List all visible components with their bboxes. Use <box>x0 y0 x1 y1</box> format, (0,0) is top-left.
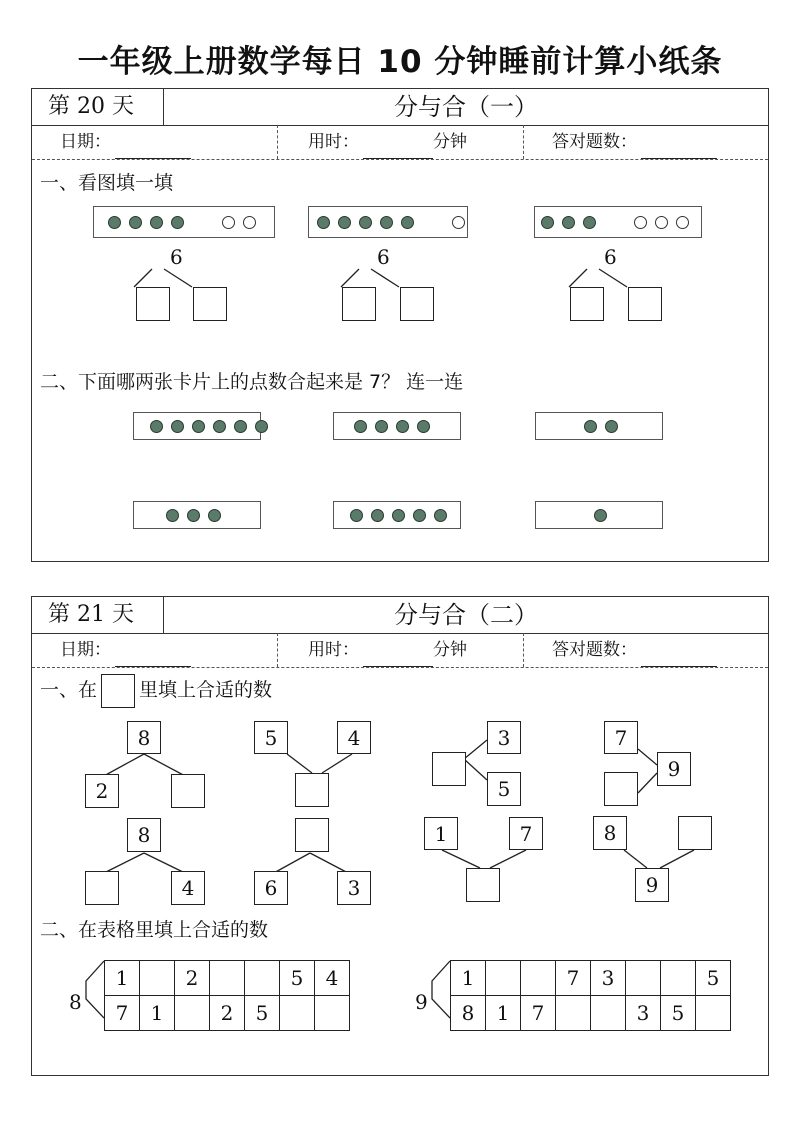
filled-dot <box>166 509 179 522</box>
table9-bottom-cell: 5 <box>661 996 696 1031</box>
table9-bottom-cell[interactable] <box>591 996 626 1031</box>
filled-dot <box>354 420 367 433</box>
table8 <box>104 960 350 1031</box>
day20-split-lines <box>32 89 768 559</box>
tree7-left[interactable]: 1 <box>424 817 458 850</box>
filled-dot <box>605 420 618 433</box>
table9-top-cell[interactable] <box>521 961 556 996</box>
time-unit: 分钟 <box>433 132 467 152</box>
table8-top-cell: 5 <box>280 961 315 996</box>
tree4-top[interactable]: 7 <box>604 721 638 754</box>
day20-label: 第 20 天 <box>32 89 164 125</box>
table8-top-cell: 1 <box>105 961 140 996</box>
filled-dot <box>396 420 409 433</box>
table8-bottom-cell[interactable] <box>315 996 350 1031</box>
time-unit: 分钟 <box>433 640 467 660</box>
page-title: 一年级上册数学每日 10 分钟睡前计算小纸条 <box>77 44 723 80</box>
filled-dot <box>417 420 430 433</box>
dot-card[interactable] <box>333 501 461 529</box>
day21-topic: 分与合（二） <box>394 601 538 629</box>
table8-bottom-cell: 5 <box>245 996 280 1031</box>
table8-top-cell: 4 <box>315 961 350 996</box>
filled-dot <box>192 420 205 433</box>
dot-card[interactable] <box>535 501 663 529</box>
score-label: 答对题数： <box>552 132 637 152</box>
table9-top-cell: 1 <box>451 961 486 996</box>
filled-dot <box>208 509 221 522</box>
answer-box[interactable] <box>400 287 434 321</box>
table8-bottom-cell: 2 <box>210 996 245 1031</box>
dot-card[interactable] <box>133 412 261 440</box>
score-label: 答对题数： <box>552 640 637 660</box>
tree5-top[interactable]: 8 <box>127 818 161 852</box>
filled-dot <box>371 509 384 522</box>
table8-total: 8 <box>69 990 82 1014</box>
dot-card[interactable] <box>535 412 663 440</box>
day20-section1-title: 一、看图填一填 <box>40 172 174 194</box>
dot-card[interactable] <box>133 501 261 529</box>
tree6-left[interactable]: 6 <box>254 871 288 905</box>
table9-bottom-cell[interactable] <box>696 996 731 1031</box>
table8-bottom-cell: 1 <box>140 996 175 1031</box>
table9-bottom-cell[interactable] <box>556 996 591 1031</box>
table8-top-cell[interactable] <box>140 961 175 996</box>
table9-top-cell[interactable] <box>661 961 696 996</box>
table8-bottom-cell[interactable] <box>175 996 210 1031</box>
table9-top-cell: 3 <box>591 961 626 996</box>
table9-total: 9 <box>415 990 428 1014</box>
answer-box[interactable] <box>628 287 662 321</box>
tree2-right[interactable]: 4 <box>337 721 371 754</box>
tree3-top[interactable]: 3 <box>487 721 521 754</box>
filled-dot <box>413 509 426 522</box>
filled-dot <box>213 420 226 433</box>
picture-total-1: 6 <box>170 245 183 269</box>
filled-dot <box>150 420 163 433</box>
table8-bottom-cell[interactable] <box>280 996 315 1031</box>
section1-prefix: 一、在 <box>40 679 98 701</box>
answer-box[interactable] <box>342 287 376 321</box>
section1-suffix: 里填上合适的数 <box>139 679 273 701</box>
filled-dot <box>584 420 597 433</box>
table8-top-cell[interactable] <box>245 961 280 996</box>
answer-box[interactable] <box>193 287 227 321</box>
table9-top-cell[interactable] <box>626 961 661 996</box>
tree1-top[interactable]: 8 <box>127 721 161 754</box>
filled-dot <box>392 509 405 522</box>
tree7-right[interactable]: 7 <box>509 817 543 850</box>
table8-top-cell: 2 <box>175 961 210 996</box>
tree5-right[interactable]: 4 <box>171 871 205 905</box>
tree4-right[interactable]: 9 <box>657 752 691 786</box>
tree6-right[interactable]: 3 <box>337 871 371 905</box>
picture-total-2: 6 <box>377 245 390 269</box>
filled-dot <box>187 509 200 522</box>
table9-top-cell: 7 <box>556 961 591 996</box>
tree2-left[interactable]: 5 <box>254 721 288 754</box>
dot-card[interactable] <box>333 412 461 440</box>
table8-top-cell[interactable] <box>210 961 245 996</box>
picture-total-3: 6 <box>604 245 617 269</box>
time-label: 用时： <box>308 640 359 660</box>
tree1-left[interactable]: 2 <box>85 774 119 808</box>
filled-dot <box>234 420 247 433</box>
filled-dot <box>375 420 388 433</box>
filled-dot <box>350 509 363 522</box>
answer-box[interactable] <box>570 287 604 321</box>
tree8-left[interactable]: 8 <box>593 816 627 850</box>
table9-bottom-cell: 8 <box>451 996 486 1031</box>
filled-dot <box>255 420 268 433</box>
tree8-bottom[interactable]: 9 <box>635 868 669 902</box>
filled-dot <box>171 420 184 433</box>
answer-box[interactable] <box>136 287 170 321</box>
day21-label: 第 21 天 <box>32 597 164 633</box>
filled-dot <box>594 509 607 522</box>
table9-top-cell[interactable] <box>486 961 521 996</box>
time-label: 用时： <box>308 132 359 152</box>
table8-bottom-cell: 7 <box>105 996 140 1031</box>
tree3-bottom[interactable]: 5 <box>487 772 521 806</box>
table9-bottom-cell: 3 <box>626 996 661 1031</box>
day21-section2-title: 二、在表格里填上合适的数 <box>40 919 269 941</box>
filled-dot <box>434 509 447 522</box>
day20-topic: 分与合（一） <box>394 93 538 121</box>
table9-bottom-cell: 7 <box>521 996 556 1031</box>
table9-bottom-cell: 1 <box>486 996 521 1031</box>
table9-top-cell: 5 <box>696 961 731 996</box>
day21-card <box>31 596 769 1076</box>
day20-section2-title: 二、下面哪两张卡片上的点数合起来是 7？ 连一连 <box>40 371 464 393</box>
date-label: 日期： <box>60 640 111 660</box>
table9 <box>450 960 731 1031</box>
date-label: 日期： <box>60 132 111 152</box>
day20-card <box>31 88 769 562</box>
